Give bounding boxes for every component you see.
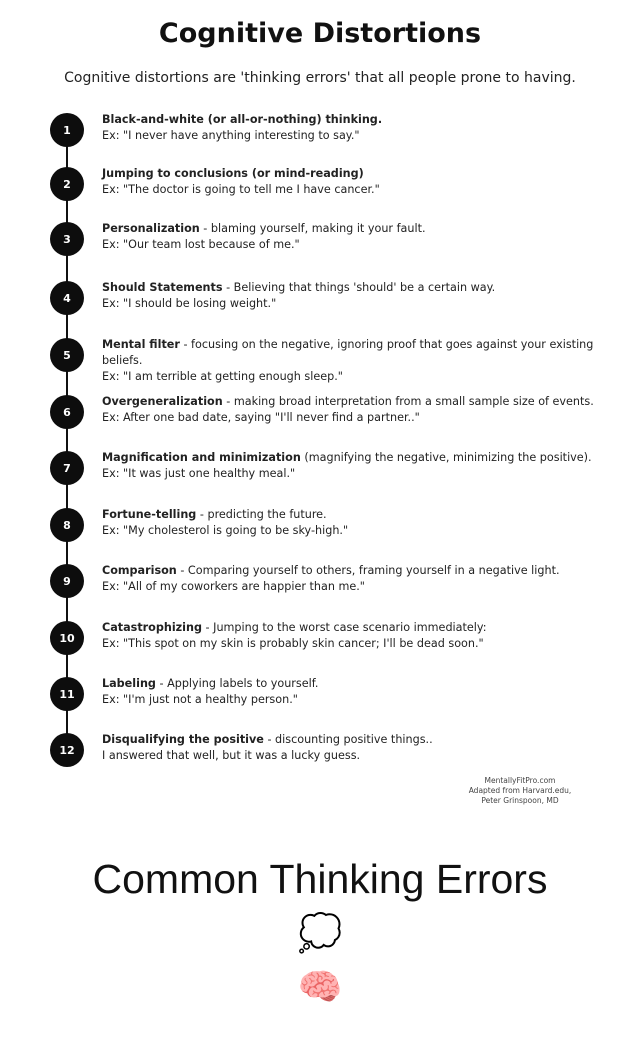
number-badge: 11 — [50, 677, 84, 711]
item-text — [102, 732, 602, 764]
number-badge: 5 — [50, 338, 84, 372]
timeline-line — [66, 128, 68, 748]
distortion-term: Jumping to conclusions (or mind-reading) — [102, 167, 364, 180]
item-description — [102, 166, 602, 182]
distortion-example: Ex: "The doctor is going to tell me I have cancer." — [102, 183, 380, 196]
item-description — [102, 280, 602, 296]
number-badge: 3 — [50, 222, 84, 256]
distortion-term: Mental filter — [102, 338, 180, 351]
distortion-description: - Believing that things 'should' be a certain way. — [222, 281, 496, 294]
distortion-term: Comparison — [102, 564, 177, 577]
distortion-term: Magnification and minimization — [102, 451, 301, 464]
distortion-description: - discounting positive things.. — [263, 733, 433, 746]
item-description — [102, 620, 602, 636]
distortion-example: Ex: "I am terrible at getting enough sleep." — [102, 370, 343, 383]
distortion-description: - focusing on the negative, ignoring proof that goes against your existing beliefs. — [102, 338, 594, 367]
number-badge: 6 — [50, 395, 84, 429]
distortion-example: Ex: "This spot on my skin is probably skin cancer; I'll be dead soon." — [102, 637, 484, 650]
number-badge: 2 — [50, 167, 84, 201]
distortion-example: Ex: "Our team lost because of me." — [102, 238, 300, 251]
item-description — [102, 676, 602, 692]
item-text — [102, 221, 602, 253]
item-description — [102, 732, 602, 748]
item-text — [102, 620, 602, 652]
distortion-description: - predicting the future. — [196, 508, 327, 521]
credits-line-1: MentallyFitPro.com — [484, 776, 556, 785]
item-text — [102, 676, 602, 708]
item-description — [102, 337, 602, 369]
footer-title: Common Thinking Errors — [92, 856, 548, 902]
distortion-term: Disqualifying the positive — [102, 733, 264, 746]
number-badge: 8 — [50, 508, 84, 542]
distortion-term: Labeling — [102, 677, 156, 690]
item-description — [102, 221, 602, 237]
distortion-example: Ex: "All of my coworkers are happier than me." — [102, 580, 365, 593]
distortion-term: Black-and-white (or all-or-nothing) thinking. — [102, 113, 383, 126]
page-subtitle: Cognitive distortions are 'thinking errors' that all people prone to having. — [64, 70, 576, 86]
distortion-example: Ex: "My cholesterol is going to be sky-high." — [102, 524, 349, 537]
credits-line-3: Peter Grinspoon, MD — [481, 796, 559, 805]
distortion-description: - Applying labels to yourself. — [155, 677, 319, 690]
number-badge: 10 — [50, 621, 84, 655]
item-text — [102, 166, 602, 198]
thought-bubble-icon: 💭 — [297, 913, 343, 954]
item-text — [102, 337, 602, 385]
distortion-term: Catastrophizing — [102, 621, 202, 634]
credits-line-2: Adapted from Harvard.edu, — [468, 786, 572, 795]
item-text — [102, 450, 602, 482]
number-badge: 9 — [50, 564, 84, 598]
distortion-example: Ex: "I never have anything interesting to say." — [102, 129, 360, 142]
item-text — [102, 394, 602, 426]
distortion-term: Overgeneralization — [102, 395, 223, 408]
page-title: Cognitive Distortions — [158, 18, 482, 49]
distortion-example: Ex: "I should be losing weight." — [102, 297, 277, 310]
distortion-description: - making broad interpretation from a small sample size of events. — [222, 395, 594, 408]
item-description — [102, 507, 602, 523]
distortion-example: Ex: After one bad date, saying "I'll never find a partner.." — [102, 411, 420, 424]
distortion-example: Ex: "It was just one healthy meal." — [102, 467, 296, 480]
item-description — [102, 112, 602, 128]
item-text — [102, 507, 602, 539]
item-description — [102, 394, 602, 410]
distortion-term: Should Statements — [102, 281, 223, 294]
number-badge: 4 — [50, 281, 84, 315]
distortion-description: - blaming yourself, making it your fault. — [199, 222, 426, 235]
item-text — [102, 112, 602, 144]
distortion-description: (magnifying the negative, minimizing the positive). — [300, 451, 592, 464]
number-badge: 12 — [50, 733, 84, 767]
distortion-description: - Jumping to the worst case scenario immediately: — [202, 621, 487, 634]
number-badge: 1 — [50, 113, 84, 147]
item-text — [102, 280, 602, 312]
distortion-example: Ex: "I'm just not a healthy person." — [102, 693, 298, 706]
number-badge: 7 — [50, 451, 84, 485]
distortion-term: Personalization — [102, 222, 200, 235]
item-description — [102, 450, 602, 466]
item-text — [102, 563, 602, 595]
distortion-description: - Comparing yourself to others, framing yourself in a negative light. — [176, 564, 560, 577]
distortion-term: Fortune-telling — [102, 508, 197, 521]
item-description — [102, 563, 602, 579]
credits — [440, 776, 600, 806]
brain-icon: 🧠 — [297, 967, 343, 1008]
distortion-example: I answered that well, but it was a lucky guess. — [102, 749, 361, 762]
